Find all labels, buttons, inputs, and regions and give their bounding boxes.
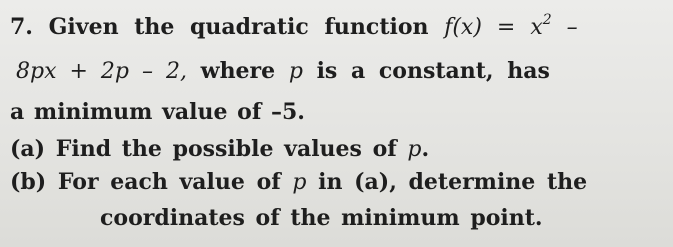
function-definition: f(x) = x [444, 15, 543, 40]
variable-p: p [288, 59, 303, 84]
part-a-variable: p [407, 137, 422, 162]
minus-sign: – [551, 15, 578, 40]
part-a [10, 138, 429, 161]
constant-text: is a constant, has [302, 58, 550, 84]
question-line-2 [16, 60, 550, 83]
part-b-variable: p [292, 170, 307, 195]
question-line-3 [10, 101, 305, 123]
question-number: 7. [10, 14, 33, 40]
exponent: 2 [542, 12, 552, 28]
part-a-label: (a) [10, 136, 46, 162]
minimum-value-text: a minimum value of –5. [10, 99, 305, 125]
part-b-text-2: in (a), determine the [306, 169, 588, 195]
part-b-label: (b) [10, 169, 47, 195]
question-line-1 [10, 12, 578, 40]
part-a-period: . [421, 136, 430, 162]
where-text: where [186, 58, 289, 84]
part-a-text: Find the possible values of [55, 136, 408, 162]
part-b-continuation: coordinates of the minimum point. [100, 205, 543, 231]
part-b-line-2 [100, 207, 543, 229]
part-b [10, 171, 587, 194]
function-continuation: 8px + 2p – 2, [16, 59, 187, 84]
part-b-text: For each value of [57, 169, 293, 195]
question-intro-text: Given the quadratic function [48, 14, 429, 40]
function-expression [444, 12, 578, 40]
